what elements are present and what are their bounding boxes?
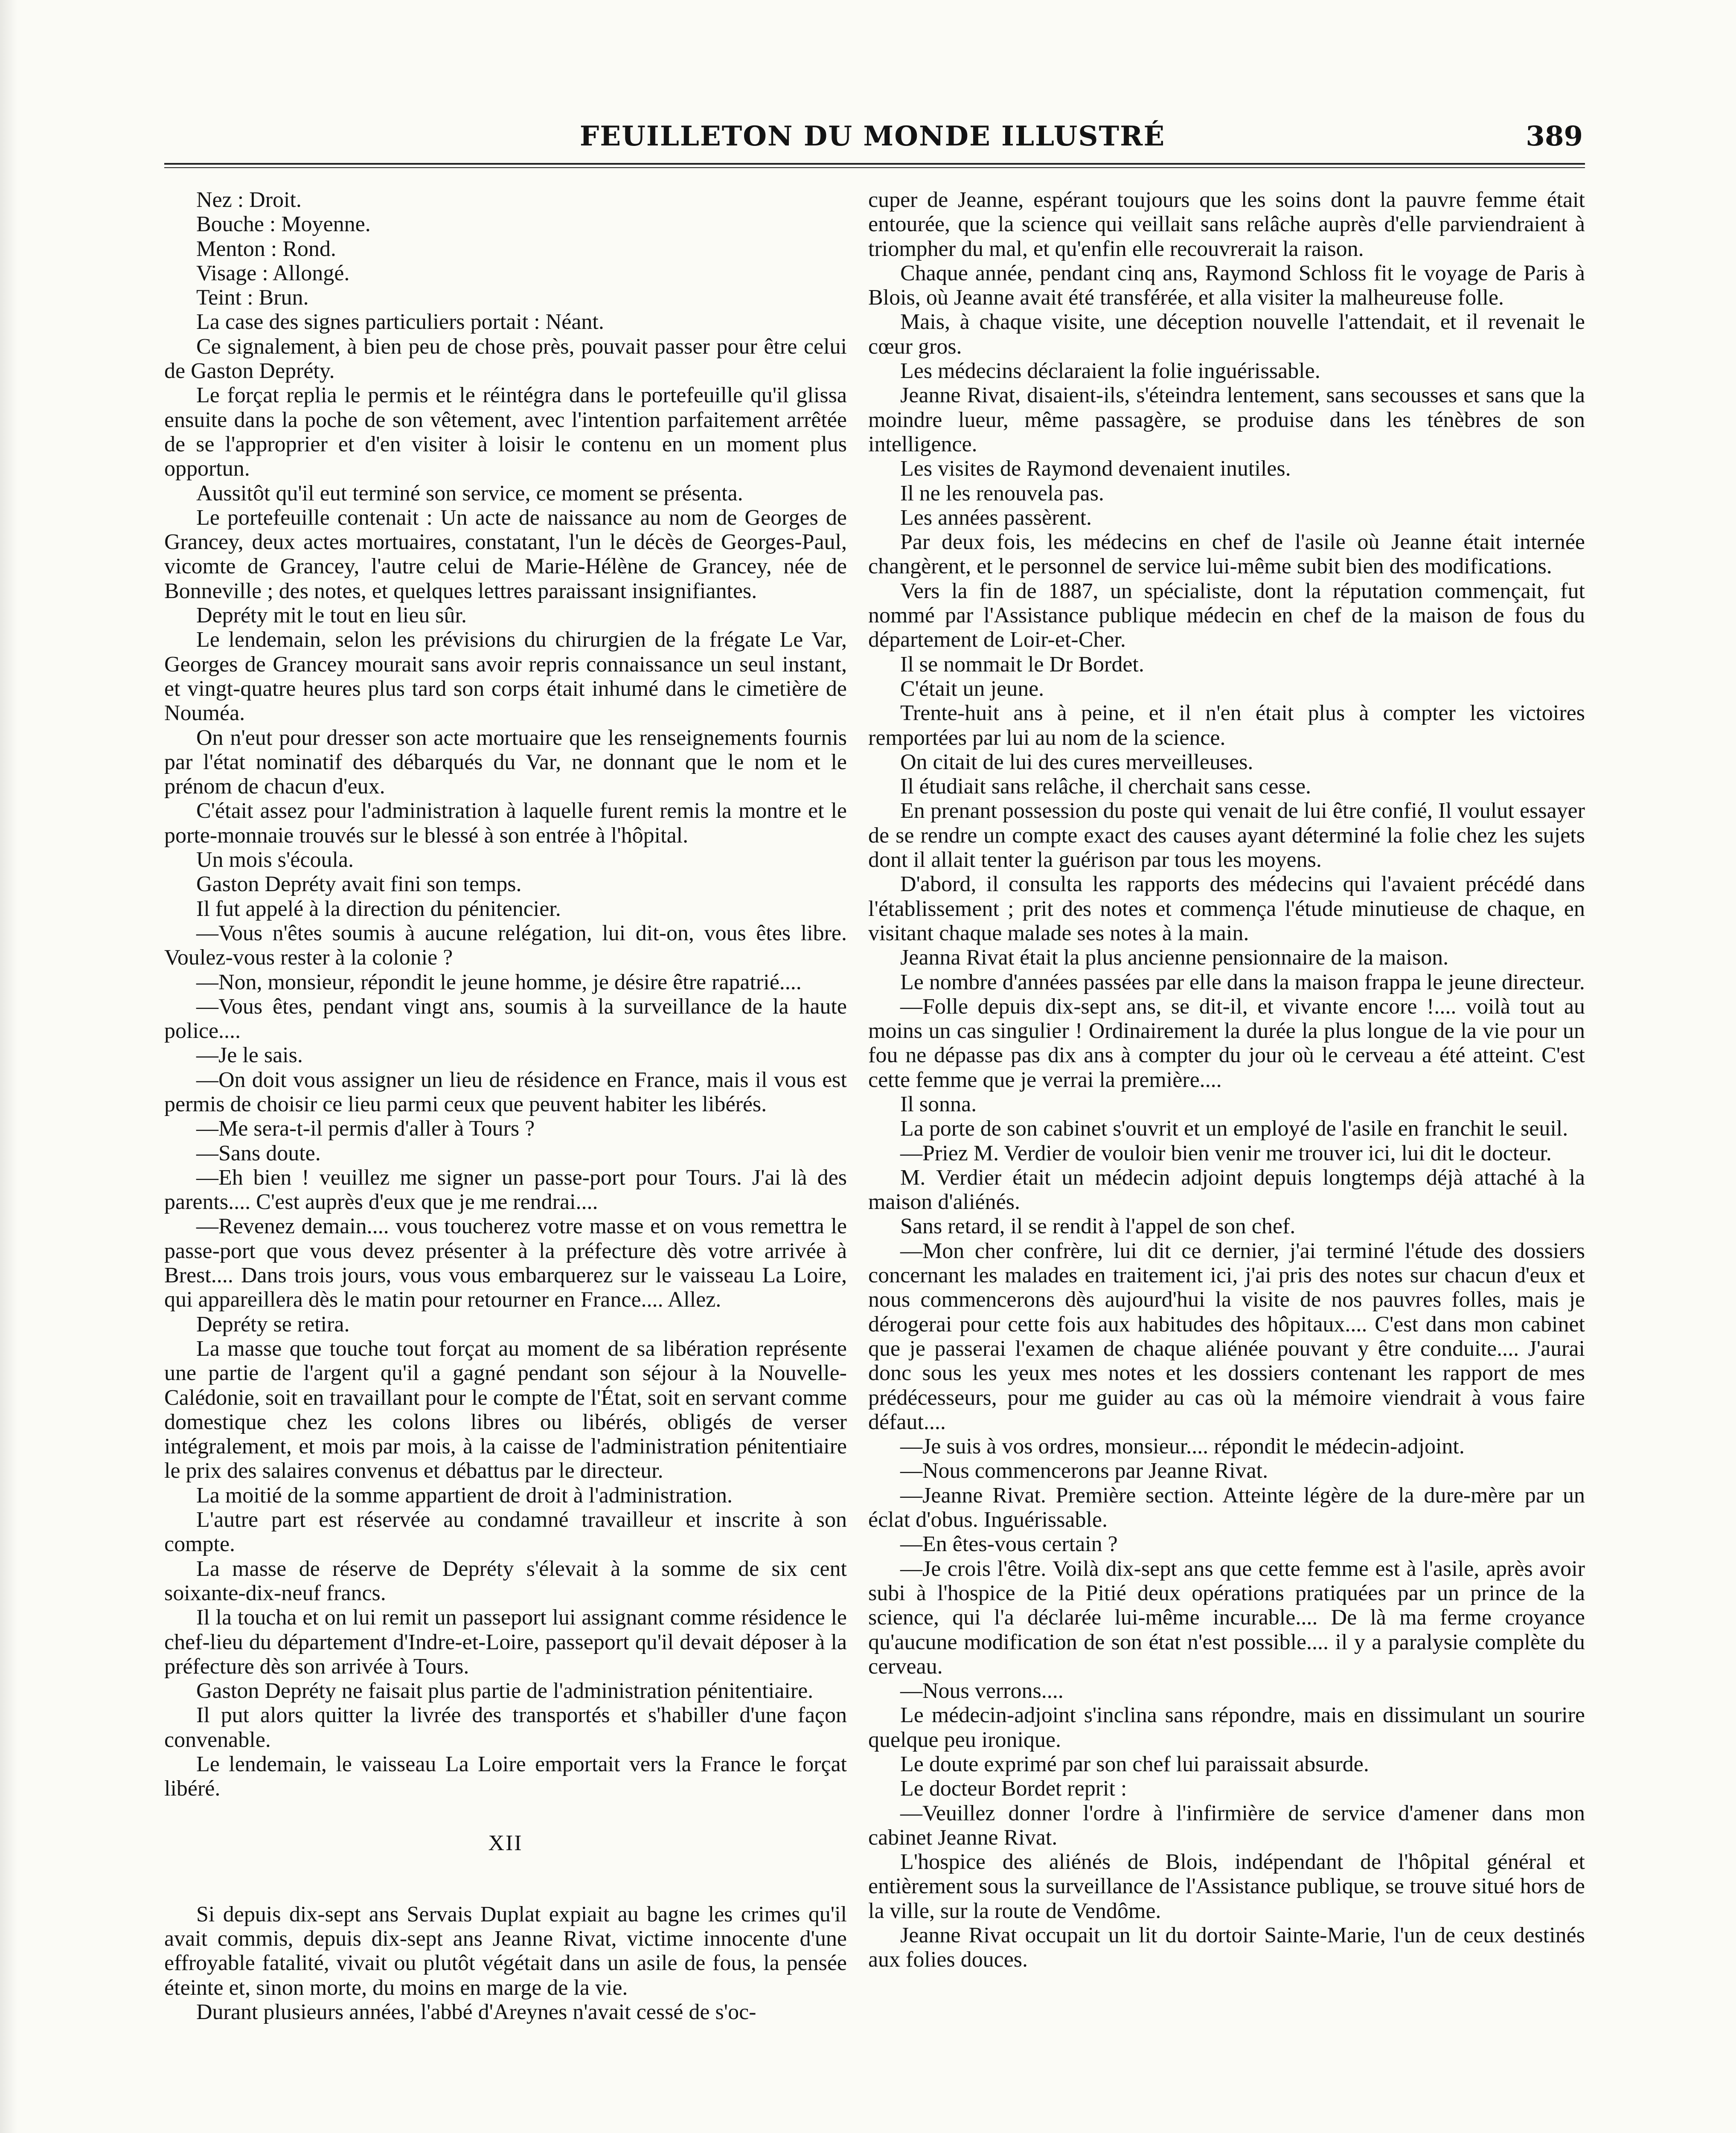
paragraph: M. Verdier était un médecin adjoint depuis longtemps déjà attaché à la maison d'aliénés.	[868, 1165, 1585, 1215]
paragraph: Depréty mit le tout en lieu sûr.	[196, 603, 467, 628]
page-header	[162, 120, 1583, 159]
paragraph: Menton : Rond.	[196, 236, 336, 261]
paragraph: Il étudiait sans relâche, il cherchait sans cesse.	[900, 774, 1311, 799]
paragraph: Durant plusieurs années, l'abbé d'Areynes n'avait cessé de s'oc-	[196, 2000, 756, 2025]
paragraph: Il ne les renouvela pas.	[900, 481, 1104, 506]
paragraph: Visage : Allongé.	[196, 261, 350, 285]
paragraph: La masse de réserve de Depréty s'élevait à la somme de six cent soixante-dix-neuf francs.	[164, 1556, 847, 1605]
paragraph: —Mon cher confrère, lui dit ce dernier, j'ai terminé l'étude des dossiers concernant les malades en traitement ici, j'ai pris des notes sur chacun d'eux et nous commencerons dès aujourd'hui la visite de nos pauvres folles, mais je dérogerai pour cette fois aux habitudes des hôpitaux.... C'est dans mon cabinet que je passerai l'examen de chaque aliénée pouvant y être conduite.... J'aurai donc sous les yeux mes notes et les dossiers contenant les rapport de mes prédécesseurs, pour me guider au cas où la mémoire viendrait à vous faire défaut....	[868, 1238, 1585, 1434]
paragraph: —Veuillez donner l'ordre à l'infirmière de service d'amener dans mon cabinet Jeanne Rivat.	[868, 1801, 1585, 1850]
paragraph: Mais, à chaque visite, une déception nouvelle l'attendait, et il revenait le cœur gros.	[868, 310, 1585, 359]
paragraph: Le médecin-adjoint s'inclina sans répondre, mais en dissimulant un sourire quelque peu ironique.	[868, 1703, 1585, 1752]
right-column	[868, 188, 1585, 1972]
paragraph: Depréty se retira.	[196, 1312, 350, 1337]
paragraph: L'hospice des aliénés de Blois, indépendant de l'hôpital général et entièrement sous la surveillance de l'Assistance publique, se trouve situé hors de la ville, sur la route de Vendôme.	[868, 1850, 1585, 1923]
paragraph: D'abord, il consulta les rapports des médecins qui l'avaient précédé dans l'établissement ; prit des notes et commença l'étude minutieuse de chaque, en visitant chaque malade ses notes à la main.	[868, 872, 1585, 945]
paragraph: —On doit vous assigner un lieu de résidence en France, mais il vous est permis de choisir ce lieu parmi ceux que peuvent habiter les libérés.	[164, 1067, 847, 1116]
paragraph: Teint : Brun.	[196, 285, 309, 310]
paragraph: Le lendemain, le vaisseau La Loire emportait vers la France le forçat libéré.	[164, 1752, 847, 1801]
paragraph: Gaston Depréty avait fini son temps.	[196, 872, 522, 897]
paragraph: Chaque année, pendant cinq ans, Raymond Schloss fit le voyage de Paris à Blois, où Jeanne avait été transférée, et alla visiter la malheureuse folle.	[868, 261, 1585, 310]
paragraph: Les médecins déclaraient la folie inguérissable.	[900, 359, 1320, 384]
paragraph: Vers la fin de 1887, un spécialiste, dont la réputation commençait, fut nommé par l'Assistance publique médecin en chef de la maison de fous du département de Loir-et-Cher.	[868, 578, 1585, 652]
paragraph: —En êtes-vous certain ?	[900, 1532, 1118, 1557]
paragraph: cuper de Jeanne, espérant toujours que les soins dont la pauvre femme était entourée, que la science qui veillait sans relâche auprès d'elle parviendraient à triompher du mal, et qu'enfin elle recouvrerait la raison.	[868, 188, 1585, 261]
paragraph: —Non, monsieur, répondit le jeune homme, je désire être rapatrié....	[196, 970, 802, 994]
paragraph: La masse que touche tout forçat au moment de sa libération représente une partie de l'argent qu'il a gagné pendant son séjour à la Nouvelle-Calédonie, soit en travaillant pour le compte de l'État, soit en servant comme domestique chez les colons libres ou libérés, obligés de verser intégralement, et mois par mois, à la caisse de l'administration pénitentiaire le prix des salaires convenus et débattus par le directeur.	[164, 1336, 847, 1483]
scan-edge	[0, 0, 17, 2133]
paragraph: Jeanne Rivat, disaient-ils, s'éteindra lentement, sans secousses et sans que la moindre lueur, même passagère, se produise dans les ténèbres de son intelligence.	[868, 383, 1585, 456]
paragraph: Les années passèrent.	[900, 505, 1092, 530]
paragraph: Aussitôt qu'il eut terminé son service, ce moment se présenta.	[196, 481, 743, 506]
paragraph: Le doute exprimé par son chef lui paraissait absurde.	[900, 1752, 1369, 1776]
paragraph: —Revenez demain.... vous toucherez votre masse et on vous remettra le passe-port que vous devez présenter à la préfecture dès votre arrivée à Brest.... Dans trois jours, vous vous embarquerez sur le vaisseau La Loire, qui appareillera dès le matin pour retourner en France.... Allez.	[164, 1214, 847, 1312]
paragraph: Par deux fois, les médecins en chef de l'asile où Jeanne était internée changèrent, et le personnel de service lui-même subit bien des modifications.	[868, 530, 1585, 579]
chapter-heading: XII	[488, 1831, 523, 1855]
paragraph: —Je crois l'être. Voilà dix-sept ans que cette femme est à l'asile, après avoir subi à l'hospice de la Pitié deux opérations pratiquées par un prince de la science, qui l'a déclarée lui-même incurable.... De là ma ferme croyance qu'aucune modification de son état n'est possible.... il y a paralysie complète du cerveau.	[868, 1556, 1585, 1679]
paragraph: Le lendemain, selon les prévisions du chirurgien de la frégate Le Var, Georges de Grancey mourait sans avoir repris connaissance un seul instant, et vingt-quatre heures plus tard son corps était inhumé dans le cimetière de Nouméa.	[164, 628, 847, 726]
paragraph: —Me sera-t-il permis d'aller à Tours ?	[196, 1116, 535, 1141]
paragraph: —Je suis à vos ordres, monsieur.... répondit le médecin-adjoint.	[900, 1434, 1465, 1459]
paragraph: —Sans doute.	[196, 1141, 321, 1165]
paragraph: Le docteur Bordet reprit :	[900, 1776, 1127, 1801]
paragraph: Jeanne Rivat occupait un lit du dortoir Sainte-Marie, l'un de ceux destinés aux folies douces.	[868, 1923, 1585, 1972]
paragraph: Bouche : Moyenne.	[196, 212, 371, 237]
paragraph: Il sonna.	[900, 1092, 977, 1116]
paragraph: Le nombre d'années passées par elle dans la maison frappa le jeune directeur.	[900, 970, 1585, 994]
left-column	[164, 188, 847, 2024]
paragraph: Les visites de Raymond devenaient inutiles.	[900, 456, 1291, 481]
paragraph: —Je le sais.	[196, 1043, 303, 1068]
paragraph: Sans retard, il se rendit à l'appel de son chef.	[900, 1214, 1296, 1239]
paragraph: Il la toucha et on lui remit un passeport lui assignant comme résidence le chef-lieu du département d'Indre-et-Loire, passeport qu'il devait déposer à la préfecture dès son arrivée à Tours.	[164, 1605, 847, 1679]
paragraph: On citait de lui des cures merveilleuses.	[900, 750, 1253, 774]
paragraph: Il se nommait le Dr Bordet.	[900, 652, 1144, 677]
paragraph: Nez : Droit.	[196, 188, 302, 212]
paragraph: On n'eut pour dresser son acte mortuaire que les renseignements fournis par l'état nominatif des débarqués du Var, ne donnant que le nom et le prénom de chacun d'eux.	[164, 725, 847, 799]
paragraph: C'était un jeune.	[900, 676, 1044, 701]
running-title: FEUILLETON DU MONDE ILLUSTRÉ	[579, 120, 1166, 152]
paragraph: L'autre part est réservée au condamné travailleur et inscrite à son compte.	[164, 1508, 847, 1557]
header-rule	[164, 163, 1585, 165]
paragraph: La porte de son cabinet s'ouvrit et un employé de l'asile en franchit le seuil.	[900, 1116, 1568, 1141]
paragraph: —Priez M. Verdier de vouloir bien venir me trouver ici, lui dit le docteur.	[900, 1141, 1552, 1165]
paragraph: La case des signes particuliers portait : Néant.	[196, 310, 604, 334]
paragraph: —Eh bien ! veuillez me signer un passe-port pour Tours. J'ai là des parents.... C'est auprès d'eux que je me rendrai....	[164, 1165, 847, 1215]
paragraph: Trente-huit ans à peine, et il n'en était plus à compter les victoires remportées par lui au nom de la science.	[868, 701, 1585, 750]
paragraph: Un mois s'écoula.	[196, 848, 354, 872]
paragraph: —Folle depuis dix-sept ans, se dit-il, et vivante encore !.... voilà tout au moins un cas singulier ! Ordinairement la durée la plus longue de la vie pour un fou ne dépasse pas dix ans à compter du jour où le cerveau a été atteint. C'est cette femme que je verrai la première....	[868, 994, 1585, 1092]
page-number: 389	[1526, 120, 1583, 152]
paragraph: Il put alors quitter la livrée des transportés et s'habiller d'une façon convenable.	[164, 1703, 847, 1752]
header-rule-thin	[164, 167, 1585, 168]
paragraph: —Nous verrons....	[900, 1679, 1064, 1703]
paragraph: Le forçat replia le permis et le réintégra dans le portefeuille qu'il glissa ensuite dans la poche de son vêtement, avec l'intention parfaitement arrêtée de se l'approprier et d'en visiter à loisir le contenu en un moment plus opportun.	[164, 383, 847, 481]
paragraph: Ce signalement, à bien peu de chose près, pouvait passer pour être celui de Gaston Depréty.	[164, 334, 847, 384]
paragraph: C'était assez pour l'administration à laquelle furent remis la montre et le porte-monnaie trouvés sur le blessé à son entrée à l'hôpital.	[164, 799, 847, 848]
paragraph: —Vous n'êtes soumis à aucune relégation, lui dit-on, vous êtes libre. Voulez-vous rester à la colonie ?	[164, 921, 847, 970]
paragraph: Si depuis dix-sept ans Servais Duplat expiait au bagne les crimes qu'il avait commis, depuis dix-sept ans Jeanne Rivat, victime innocente d'une effroyable fatalité, vivait ou plutôt végétait dans un asile de fous, la pensée éteinte et, sinon morte, du moins en marge de la vie.	[164, 1902, 847, 2000]
paragraph: —Vous êtes, pendant vingt ans, soumis à la surveillance de la haute police....	[164, 994, 847, 1043]
paragraph: Il fut appelé à la direction du pénitencier.	[196, 896, 561, 921]
paragraph: Gaston Depréty ne faisait plus partie de l'administration pénitentiaire.	[196, 1679, 814, 1703]
paragraph: Jeanna Rivat était la plus ancienne pensionnaire de la maison.	[900, 945, 1449, 970]
paragraph: La moitié de la somme appartient de droit à l'administration.	[196, 1483, 733, 1508]
paragraph: En prenant possession du poste qui venait de lui être confié, Il voulut essayer de se rendre un compte exact des causes ayant déterminé la folie chez les sujets dont il allait tenter la guérison par tous les moyens.	[868, 799, 1585, 872]
paragraph: Le portefeuille contenait : Un acte de naissance au nom de Georges de Grancey, deux actes mortuaires, constatant, l'un le décès de Georges-Paul, vicomte de Grancey, l'autre celui de Marie-Hélène de Grancey, née de Bonneville ; des notes, et quelques lettres paraissant insignifiantes.	[164, 505, 847, 603]
paragraph: —Nous commencerons par Jeanne Rivat.	[900, 1459, 1268, 1483]
paragraph: —Jeanne Rivat. Première section. Atteinte légère de la dure-mère par un éclat d'obus. Inguérissable.	[868, 1483, 1585, 1532]
